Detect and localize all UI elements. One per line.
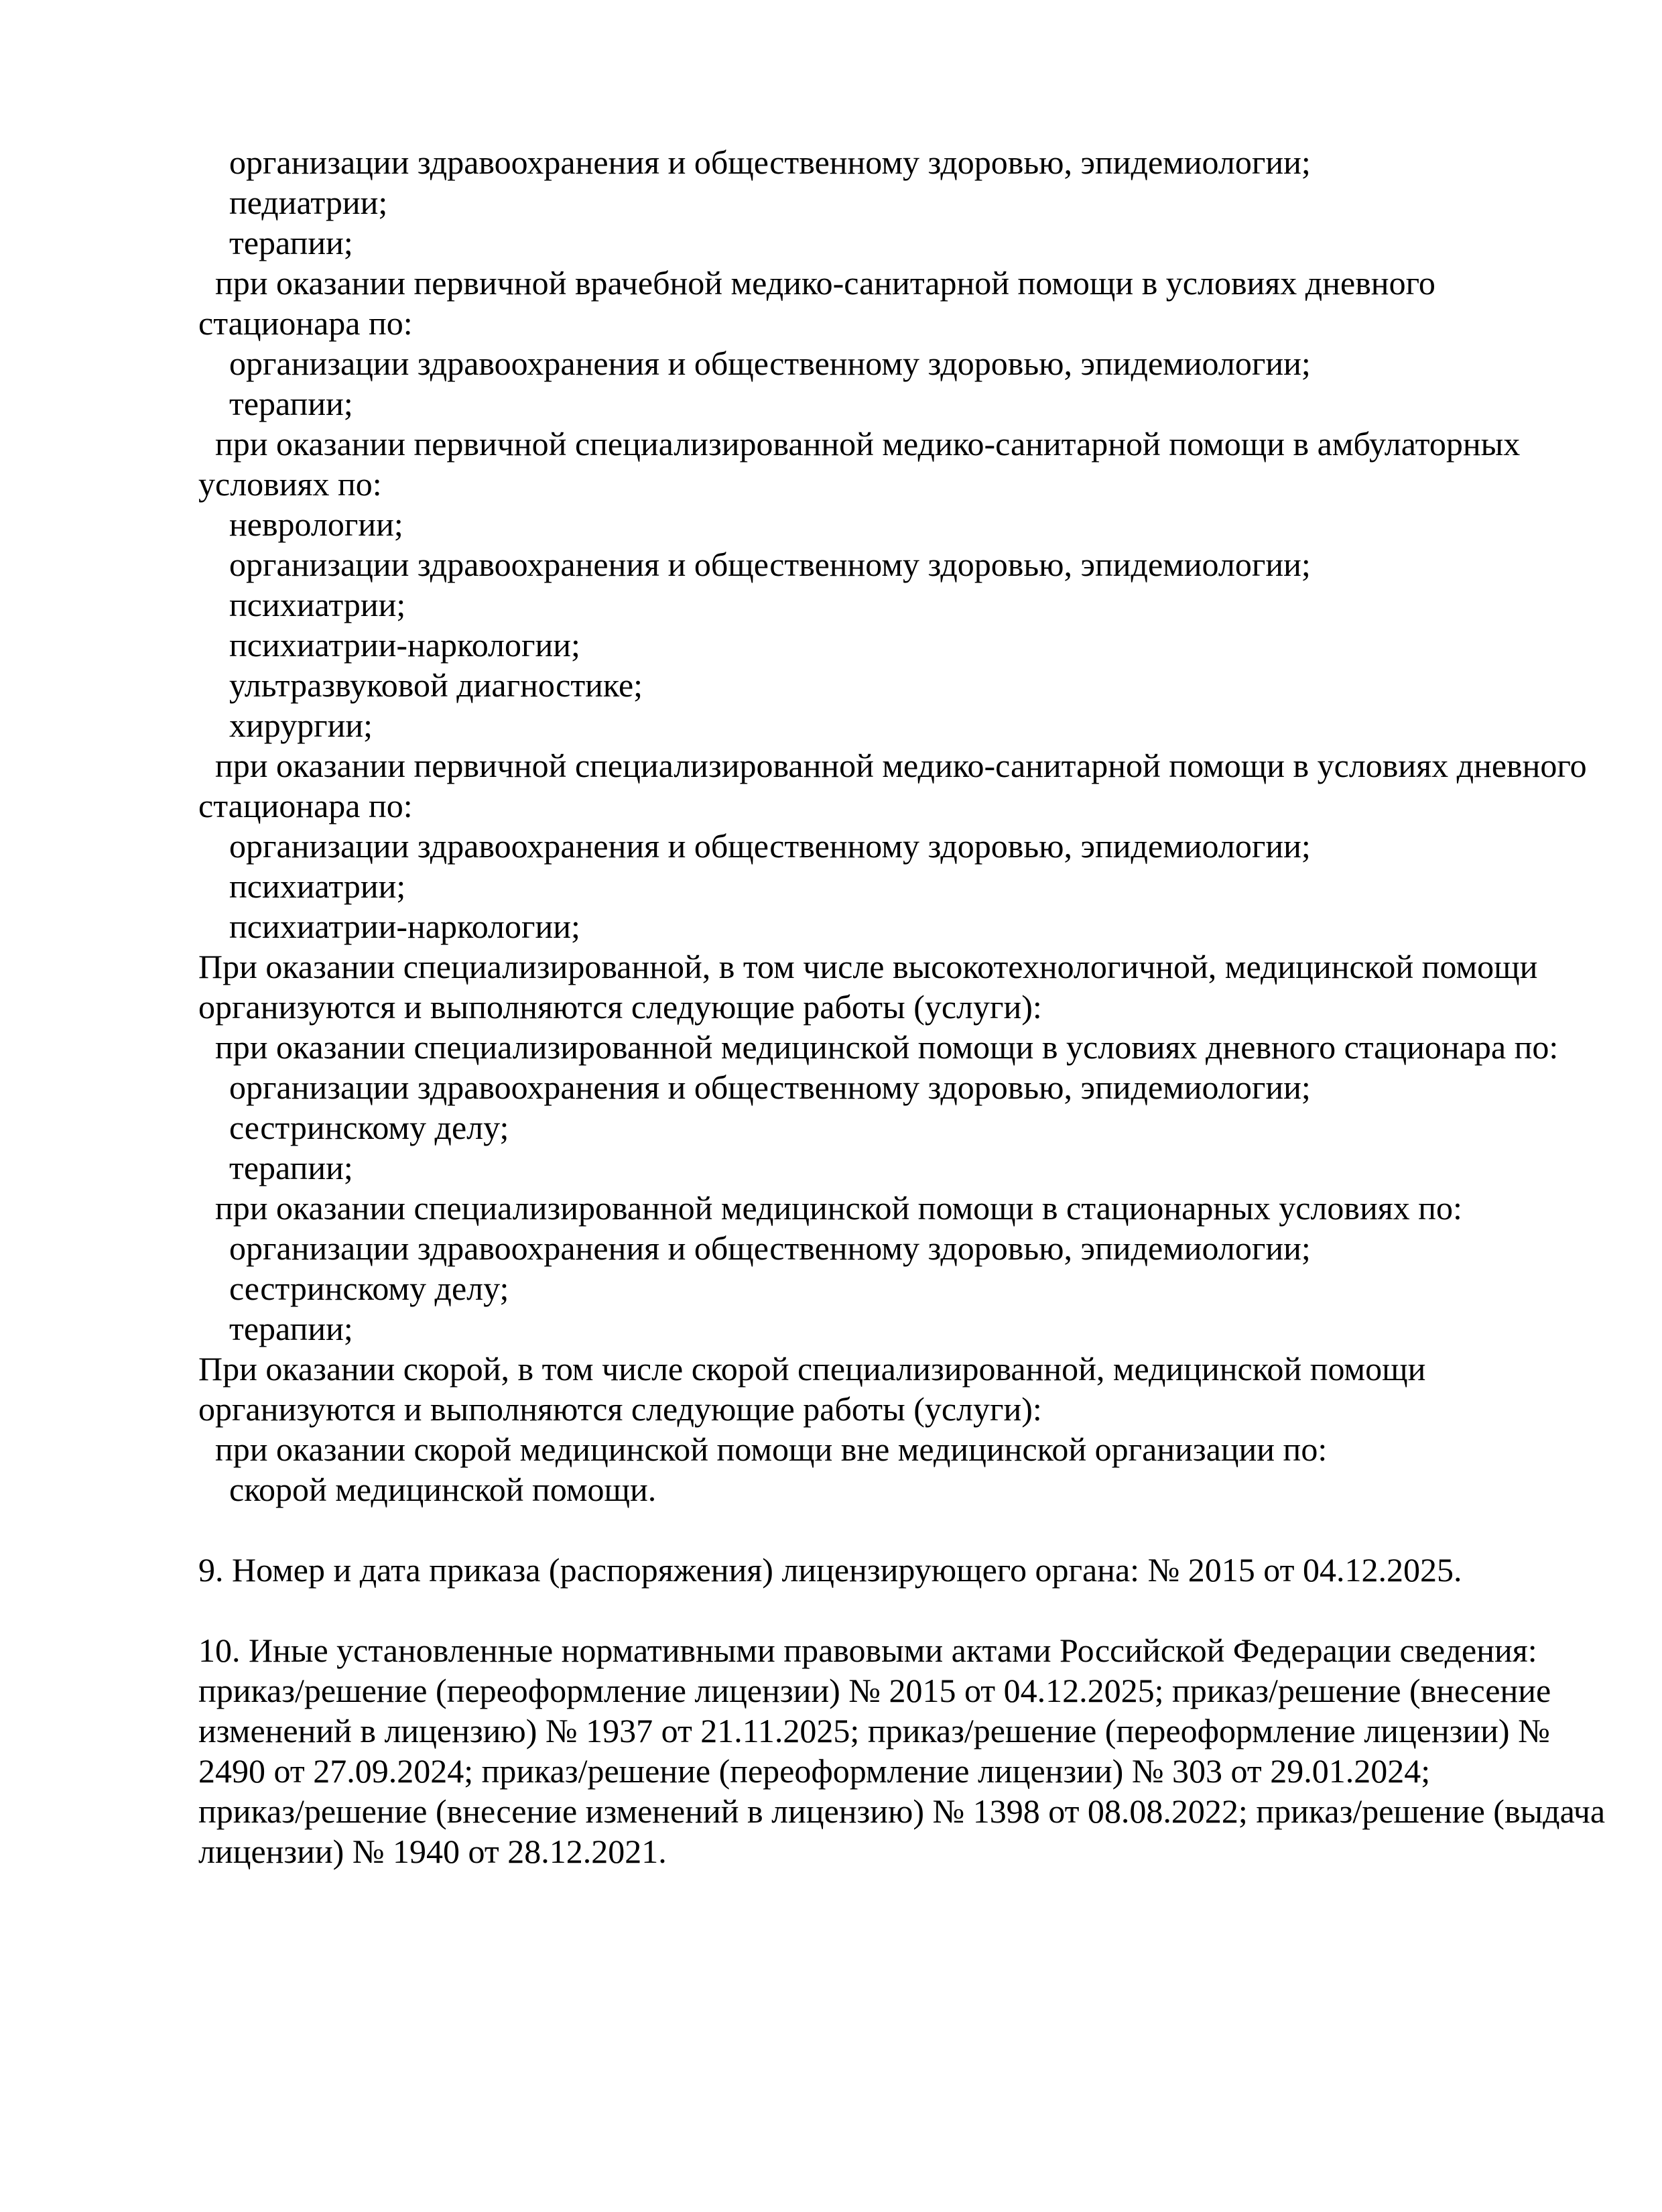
document-line: приказ/решение (переоформление лицензии) № 2015 от 04.12.2025; приказ/решение (внесение <box>198 1672 1551 1709</box>
document-line: 9. Номер и дата приказа (распоряжения) лицензирующего органа: № 2015 от 04.12.2025. <box>198 1551 1462 1589</box>
document-line: условиях по: <box>198 465 382 503</box>
document-line: терапии; <box>229 1310 353 1347</box>
document-line: сестринскому делу; <box>229 1270 509 1307</box>
document-line: психиатрии-наркологии; <box>229 626 580 664</box>
document-line: организуются и выполняются следующие работы (услуги): <box>198 1390 1042 1428</box>
document-line: педиатрии; <box>229 184 388 221</box>
document-line: При оказании специализированной, в том числе высокотехнологичной, медицинской помощи <box>198 948 1538 985</box>
document-line: организации здравоохранения и общественному здоровью, эпидемиологии; <box>229 827 1311 865</box>
document-line: лицензии) № 1940 от 28.12.2021. <box>198 1833 667 1870</box>
document-line: приказ/решение (внесение изменений в лицензию) № 1398 от 08.08.2022; приказ/решение (выдача <box>198 1792 1606 1830</box>
document-line: при оказании первичной специализированной медико-санитарной помощи в условиях дневного <box>215 747 1587 784</box>
document-line: организации здравоохранения и общественному здоровью, эпидемиологии; <box>229 345 1311 382</box>
document-line: при оказании специализированной медицинской помощи в стационарных условиях по: <box>215 1189 1462 1227</box>
document-line: изменений в лицензию) № 1937 от 21.11.2025; приказ/решение (переоформление лицензии) № <box>198 1712 1550 1749</box>
document-line: при оказании первичной специализированной медико-санитарной помощи в амбулаторных <box>215 425 1521 463</box>
document-line: организации здравоохранения и общественному здоровью, эпидемиологии; <box>229 546 1311 583</box>
document-line: терапии; <box>229 1149 353 1186</box>
document-line: сестринскому делу; <box>229 1109 509 1146</box>
document-line: психиатрии; <box>229 586 406 623</box>
document-line: терапии; <box>229 385 353 422</box>
document-line: организации здравоохранения и общественному здоровью, эпидемиологии; <box>229 143 1311 181</box>
document-text-block <box>198 142 1606 1871</box>
document-line: организации здравоохранения и общественному здоровью, эпидемиологии; <box>229 1068 1311 1106</box>
document-line: организуются и выполняются следующие работы (услуги): <box>198 988 1042 1026</box>
document-line: организации здравоохранения и общественному здоровью, эпидемиологии; <box>229 1229 1311 1267</box>
document-line: при оказании специализированной медицинской помощи в условиях дневного стационара по: <box>215 1028 1559 1066</box>
document-line: 2490 от 27.09.2024; приказ/решение (переоформление лицензии) № 303 от 29.01.2024; <box>198 1752 1431 1790</box>
document-line: психиатрии; <box>229 867 406 905</box>
blank-line <box>198 1590 1606 1630</box>
document-line: хирургии; <box>229 706 373 744</box>
blank-line <box>198 1510 1606 1550</box>
document-line: при оказании скорой медицинской помощи вне медицинской организации по: <box>215 1430 1328 1468</box>
document-line: терапии; <box>229 224 353 261</box>
document-line: стационара по: <box>198 787 413 824</box>
document-line: психиатрии-наркологии; <box>229 908 580 945</box>
document-line: при оказании первичной врачебной медико-санитарной помощи в условиях дневного <box>215 264 1435 302</box>
document-line: При оказании скорой, в том числе скорой специализированной, медицинской помощи <box>198 1350 1426 1388</box>
document-line: стационара по: <box>198 304 413 342</box>
document-line: 10. Иные установленные нормативными правовыми актами Российской Федерации сведения: <box>198 1632 1537 1669</box>
document-line: ультразвуковой диагностике; <box>229 666 643 704</box>
document-line: неврологии; <box>229 505 403 543</box>
document-line: скорой медицинской помощи. <box>229 1471 657 1508</box>
